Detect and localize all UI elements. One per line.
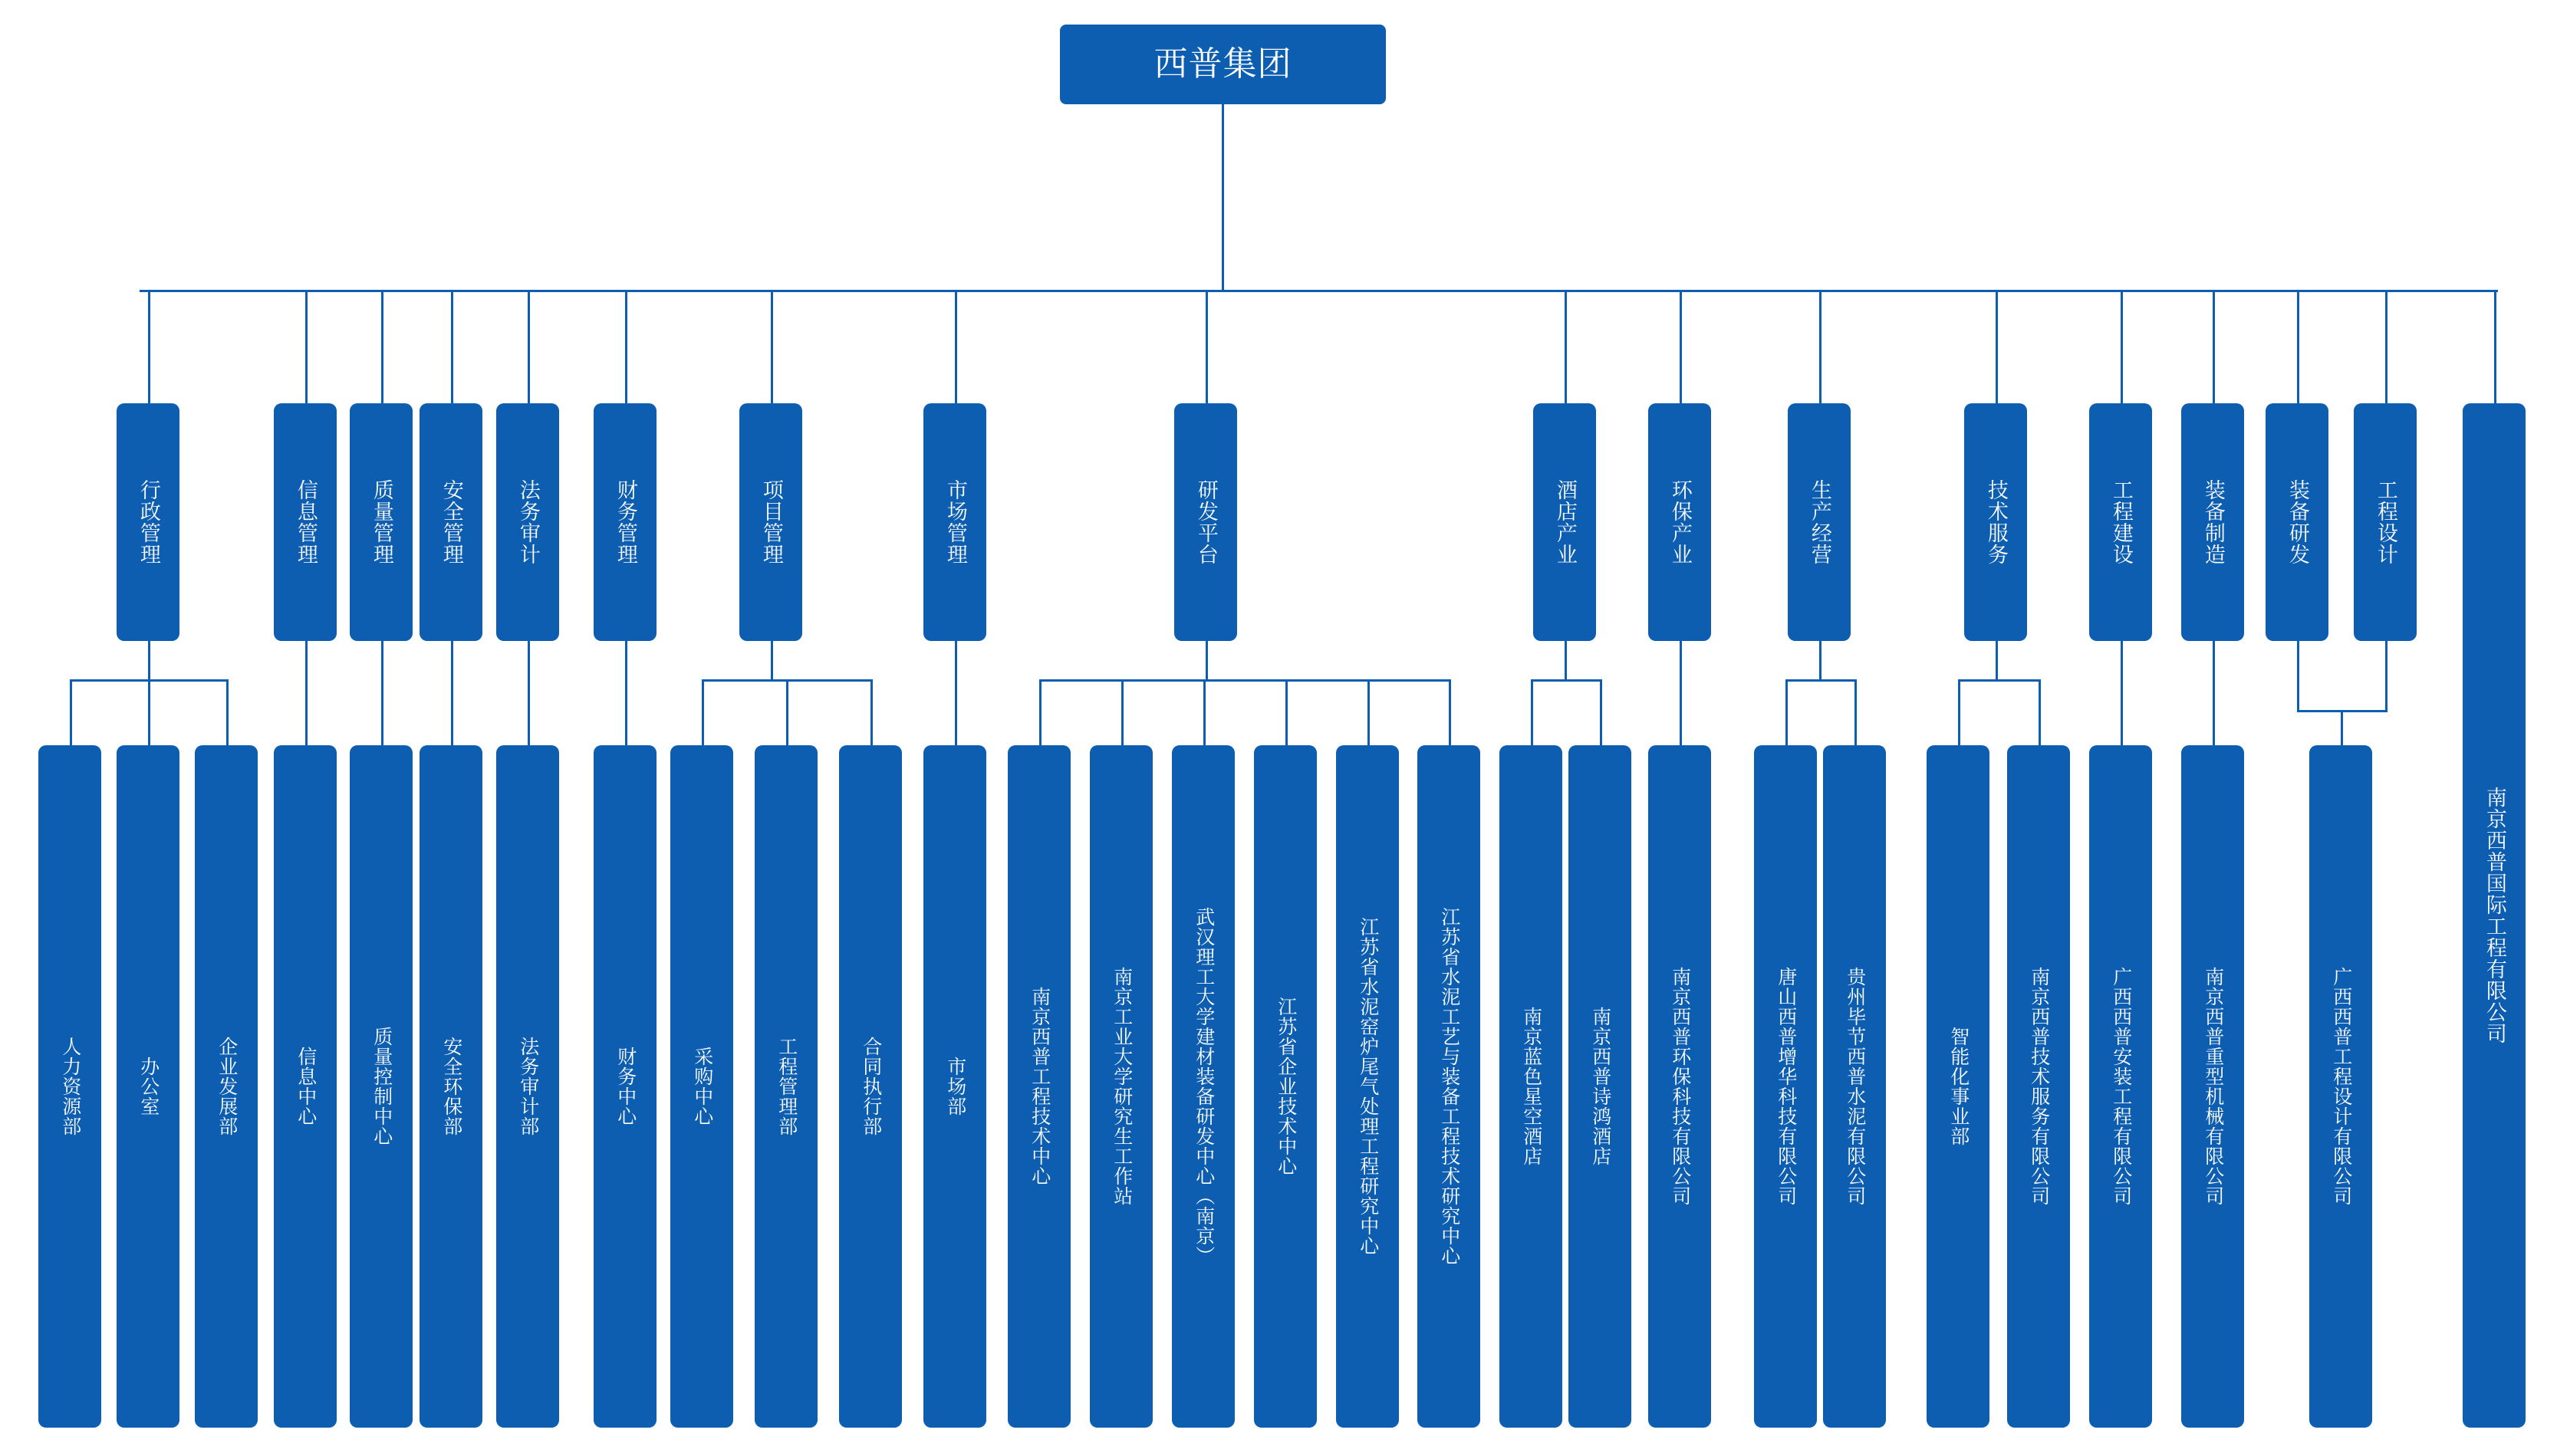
connector-bus-drop (305, 290, 308, 403)
node-label: 企业发展部 (216, 1037, 238, 1136)
connector-l2-drop (1531, 679, 1533, 745)
node-root[interactable] (1060, 25, 1386, 104)
connector-bus-drop (2297, 290, 2299, 403)
connector-bus-drop (148, 290, 150, 403)
node-label: 法务审计 (516, 479, 540, 565)
node-level2-intelligent-business-unit[interactable] (1927, 745, 1989, 1428)
connector-l1-to-l2 (528, 641, 530, 745)
node-level2-jiangsu-enterprise-tech-center[interactable] (1254, 745, 1317, 1428)
node-label: 酒店产业 (1553, 479, 1577, 565)
connector-l1-stem (1819, 641, 1821, 679)
node-label: 财务管理 (614, 479, 637, 565)
node-label: 江苏省水泥工艺与装备工程技术研究中心 (1438, 907, 1460, 1266)
connector-l2-drop (2341, 710, 2343, 745)
node-level1-nanjing-sepu-international[interactable] (2463, 403, 2526, 1428)
node-label: 南京西普重型机械有限公司 (2202, 967, 2224, 1206)
connector-l2-drop (1285, 679, 1288, 745)
node-level2-whut-building-material-equipment-rd-center[interactable] (1172, 745, 1235, 1428)
connector-l2-drop (148, 679, 150, 745)
node-label: 工程建设 (2109, 479, 2133, 565)
node-level1-quality[interactable] (350, 403, 413, 641)
node-label: 江苏省水泥窑炉尾气处理工程研究中心 (1357, 917, 1379, 1256)
connector-l2-drop (226, 679, 229, 745)
node-level2-marketing-department[interactable] (923, 745, 986, 1428)
node-level1-information[interactable] (274, 403, 337, 641)
connector-bus-drop (2213, 290, 2215, 403)
node-label: 贵州毕节西普水泥有限公司 (1844, 967, 1866, 1206)
node-level1-environment[interactable] (1648, 403, 1711, 641)
node-level2-contract-execution-department[interactable] (839, 745, 902, 1428)
connector-root-stem (1222, 104, 1224, 290)
node-level2-purchasing-center[interactable] (670, 745, 733, 1428)
connector-l1-to-l2 (625, 641, 627, 745)
node-label: 行政管理 (137, 479, 160, 565)
node-level1-tech-service[interactable] (1964, 403, 2027, 641)
connector-l2-drop (1203, 679, 1206, 745)
node-level2-information-center[interactable] (274, 745, 337, 1428)
connector-l2-drop (1958, 679, 1960, 745)
node-label: 南京工业大学研究生工作站 (1111, 967, 1133, 1206)
connector-l2-drop (786, 679, 788, 745)
connector-bus-drop (1680, 290, 1682, 403)
node-label: 装备研发 (2286, 479, 2309, 565)
node-label: 市场部 (944, 1057, 966, 1116)
node-level1-safety[interactable] (420, 403, 482, 641)
node-label: 人力资源部 (59, 1037, 81, 1136)
node-level2-njtech-graduate-workstation[interactable] (1090, 745, 1153, 1428)
connector-main-bus (140, 290, 2498, 292)
node-label: 信息中心 (295, 1047, 317, 1126)
node-label: 安全环保部 (440, 1037, 462, 1136)
connector-bus-drop (2121, 290, 2123, 403)
node-label: 法务审计部 (517, 1037, 539, 1136)
connector-l2-bus (1531, 679, 1602, 682)
node-level2-guangxi-sepu-installation-engineering[interactable] (2089, 745, 2152, 1428)
connector-bus-drop (771, 290, 773, 403)
node-level1-rd-platform[interactable] (1174, 403, 1237, 641)
node-label: 武汉理工大学建材装备研发中心（南京） (1193, 907, 1215, 1266)
connector-l1-to-l2 (2213, 641, 2215, 745)
node-level2-legal-audit-department[interactable] (496, 745, 559, 1428)
node-level2-safety-environment-department[interactable] (420, 745, 482, 1428)
node-label: 项目管理 (759, 479, 783, 565)
connector-bus-drop (528, 290, 530, 403)
node-level1-finance[interactable] (594, 403, 657, 641)
connector-l1-stem (1996, 641, 1998, 679)
connector-bus-drop (2385, 290, 2388, 403)
node-level1-equipment-manufacture[interactable] (2181, 403, 2244, 641)
node-level2-jiangsu-cement-process-equipment-center[interactable] (1417, 745, 1480, 1428)
node-label: 南京西普环保科技有限公司 (1669, 967, 1691, 1206)
node-level1-engineering-construction[interactable] (2089, 403, 2152, 641)
connector-bus-drop (2494, 290, 2496, 403)
node-level1-administration[interactable] (117, 403, 179, 641)
connector-bus-drop (955, 290, 957, 403)
node-level1-production[interactable] (1788, 403, 1851, 641)
node-level2-quality-control-center[interactable] (350, 745, 413, 1428)
connector-l2-drop (1449, 679, 1451, 745)
node-label: 技术服务 (1984, 479, 2008, 565)
node-level2-nanjing-sepu-environmental-tech[interactable] (1648, 745, 1711, 1428)
node-label: 质量控制中心 (370, 1027, 393, 1146)
node-label: 广西西普工程设计有限公司 (2330, 967, 2352, 1206)
connector-bus-drop (451, 290, 453, 403)
connector-bus-drop (1565, 290, 1567, 403)
node-label: 工程管理部 (775, 1037, 798, 1136)
connector-bus-drop (1206, 290, 1208, 403)
node-label: 采购中心 (691, 1047, 713, 1126)
node-label: 智能化事业部 (1947, 1027, 1970, 1146)
node-level2-tangshan-sepu-zenghua-tech[interactable] (1754, 745, 1817, 1428)
connector-l2-bus (1958, 679, 2039, 682)
node-level1-market[interactable] (923, 403, 986, 641)
node-label: 南京西普诗鸿酒店 (1589, 1007, 1611, 1166)
connector-l1-stem (2297, 641, 2299, 710)
connector-l1-to-l2 (955, 641, 957, 745)
node-level1-hotel[interactable] (1533, 403, 1596, 641)
node-level1-project[interactable] (739, 403, 802, 641)
connector-bus-drop (381, 290, 383, 403)
node-label: 南京蓝色星空酒店 (1520, 1007, 1542, 1166)
connector-l1-to-l2 (1680, 641, 1682, 745)
node-label: 广西西普安装工程有限公司 (2110, 967, 2132, 1206)
node-label: 合同执行部 (860, 1037, 882, 1136)
connector-l1-to-l2 (2121, 641, 2123, 745)
node-level2-office[interactable] (117, 745, 179, 1428)
node-level2-finance-center[interactable] (594, 745, 657, 1428)
node-label: 信息管理 (294, 479, 318, 565)
connector-l2-drop (870, 679, 873, 745)
connector-l2-drop (702, 679, 704, 745)
node-label: 质量管理 (370, 479, 393, 565)
connector-l1-stem (1565, 641, 1567, 679)
node-level2-nanjing-sepu-technical-service[interactable] (2007, 745, 2070, 1428)
node-label: 研发平台 (1194, 479, 1218, 565)
connector-l1-stem (148, 641, 150, 679)
connector-bus-drop (625, 290, 627, 403)
node-label: 环保产业 (1668, 479, 1692, 565)
node-level2-nanjing-blue-star-hotel[interactable] (1499, 745, 1562, 1428)
connector-l2-drop (1600, 679, 1602, 745)
connector-l2-drop (1854, 679, 1857, 745)
node-root-label: 西普集团 (1153, 45, 1292, 84)
node-level2-guizhou-bijie-sepu-cement[interactable] (1823, 745, 1886, 1428)
node-label: 安全管理 (439, 479, 463, 565)
connector-l2-drop (2039, 679, 2041, 745)
connector-bus-drop (1819, 290, 1821, 403)
connector-l1-stem (771, 641, 773, 679)
node-label: 财务中心 (614, 1047, 637, 1126)
node-label: 南京西普技术服务有限公司 (2028, 967, 2050, 1206)
connector-l1-stem (1206, 641, 1208, 679)
node-level2-nanjing-sepu-shihong-hotel[interactable] (1568, 745, 1631, 1428)
node-label: 南京西普国际工程有限公司 (2483, 787, 2506, 1044)
node-level1-legal-audit[interactable] (496, 403, 559, 641)
node-level2-jiangsu-kiln-exhaust-treatment-center[interactable] (1336, 745, 1399, 1428)
connector-l1-stem (2385, 641, 2388, 710)
node-label: 南京西普工程技术中心 (1028, 987, 1051, 1186)
node-label: 工程设计 (2374, 479, 2397, 565)
connector-l1-to-l2 (305, 641, 308, 745)
node-label: 办公室 (137, 1057, 160, 1116)
connector-l2-bus (1039, 679, 1449, 682)
node-label: 装备制造 (2201, 479, 2225, 565)
node-level2-engineering-management-department[interactable] (755, 745, 818, 1428)
node-label: 江苏省企业技术中心 (1275, 997, 1297, 1176)
connector-l1-to-l2 (451, 641, 453, 745)
node-label: 生产经营 (1808, 479, 1831, 565)
node-label: 市场管理 (943, 479, 967, 565)
connector-l2-drop (1121, 679, 1124, 745)
node-level2-guangxi-sepu-engineering-design[interactable] (2309, 745, 2372, 1428)
node-label: 唐山西普增华科技有限公司 (1775, 967, 1797, 1206)
connector-l2-bus (1785, 679, 1857, 682)
node-level1-equipment-rd[interactable] (2266, 403, 2328, 641)
connector-l2-drop (1367, 679, 1370, 745)
connector-l1-to-l2 (381, 641, 383, 745)
node-level2-nanjing-sepu-heavy-machinery[interactable] (2181, 745, 2244, 1428)
connector-l2-drop (70, 679, 72, 745)
connector-l2-drop (1785, 679, 1788, 745)
node-level2-nanjing-sepu-engineering-tech-center[interactable] (1008, 745, 1071, 1428)
node-level1-engineering-design[interactable] (2354, 403, 2417, 641)
node-level2-hr-department[interactable] (38, 745, 101, 1428)
connector-bus-drop (1996, 290, 1998, 403)
connector-l2-drop (1039, 679, 1042, 745)
node-level2-enterprise-development[interactable] (195, 745, 258, 1428)
